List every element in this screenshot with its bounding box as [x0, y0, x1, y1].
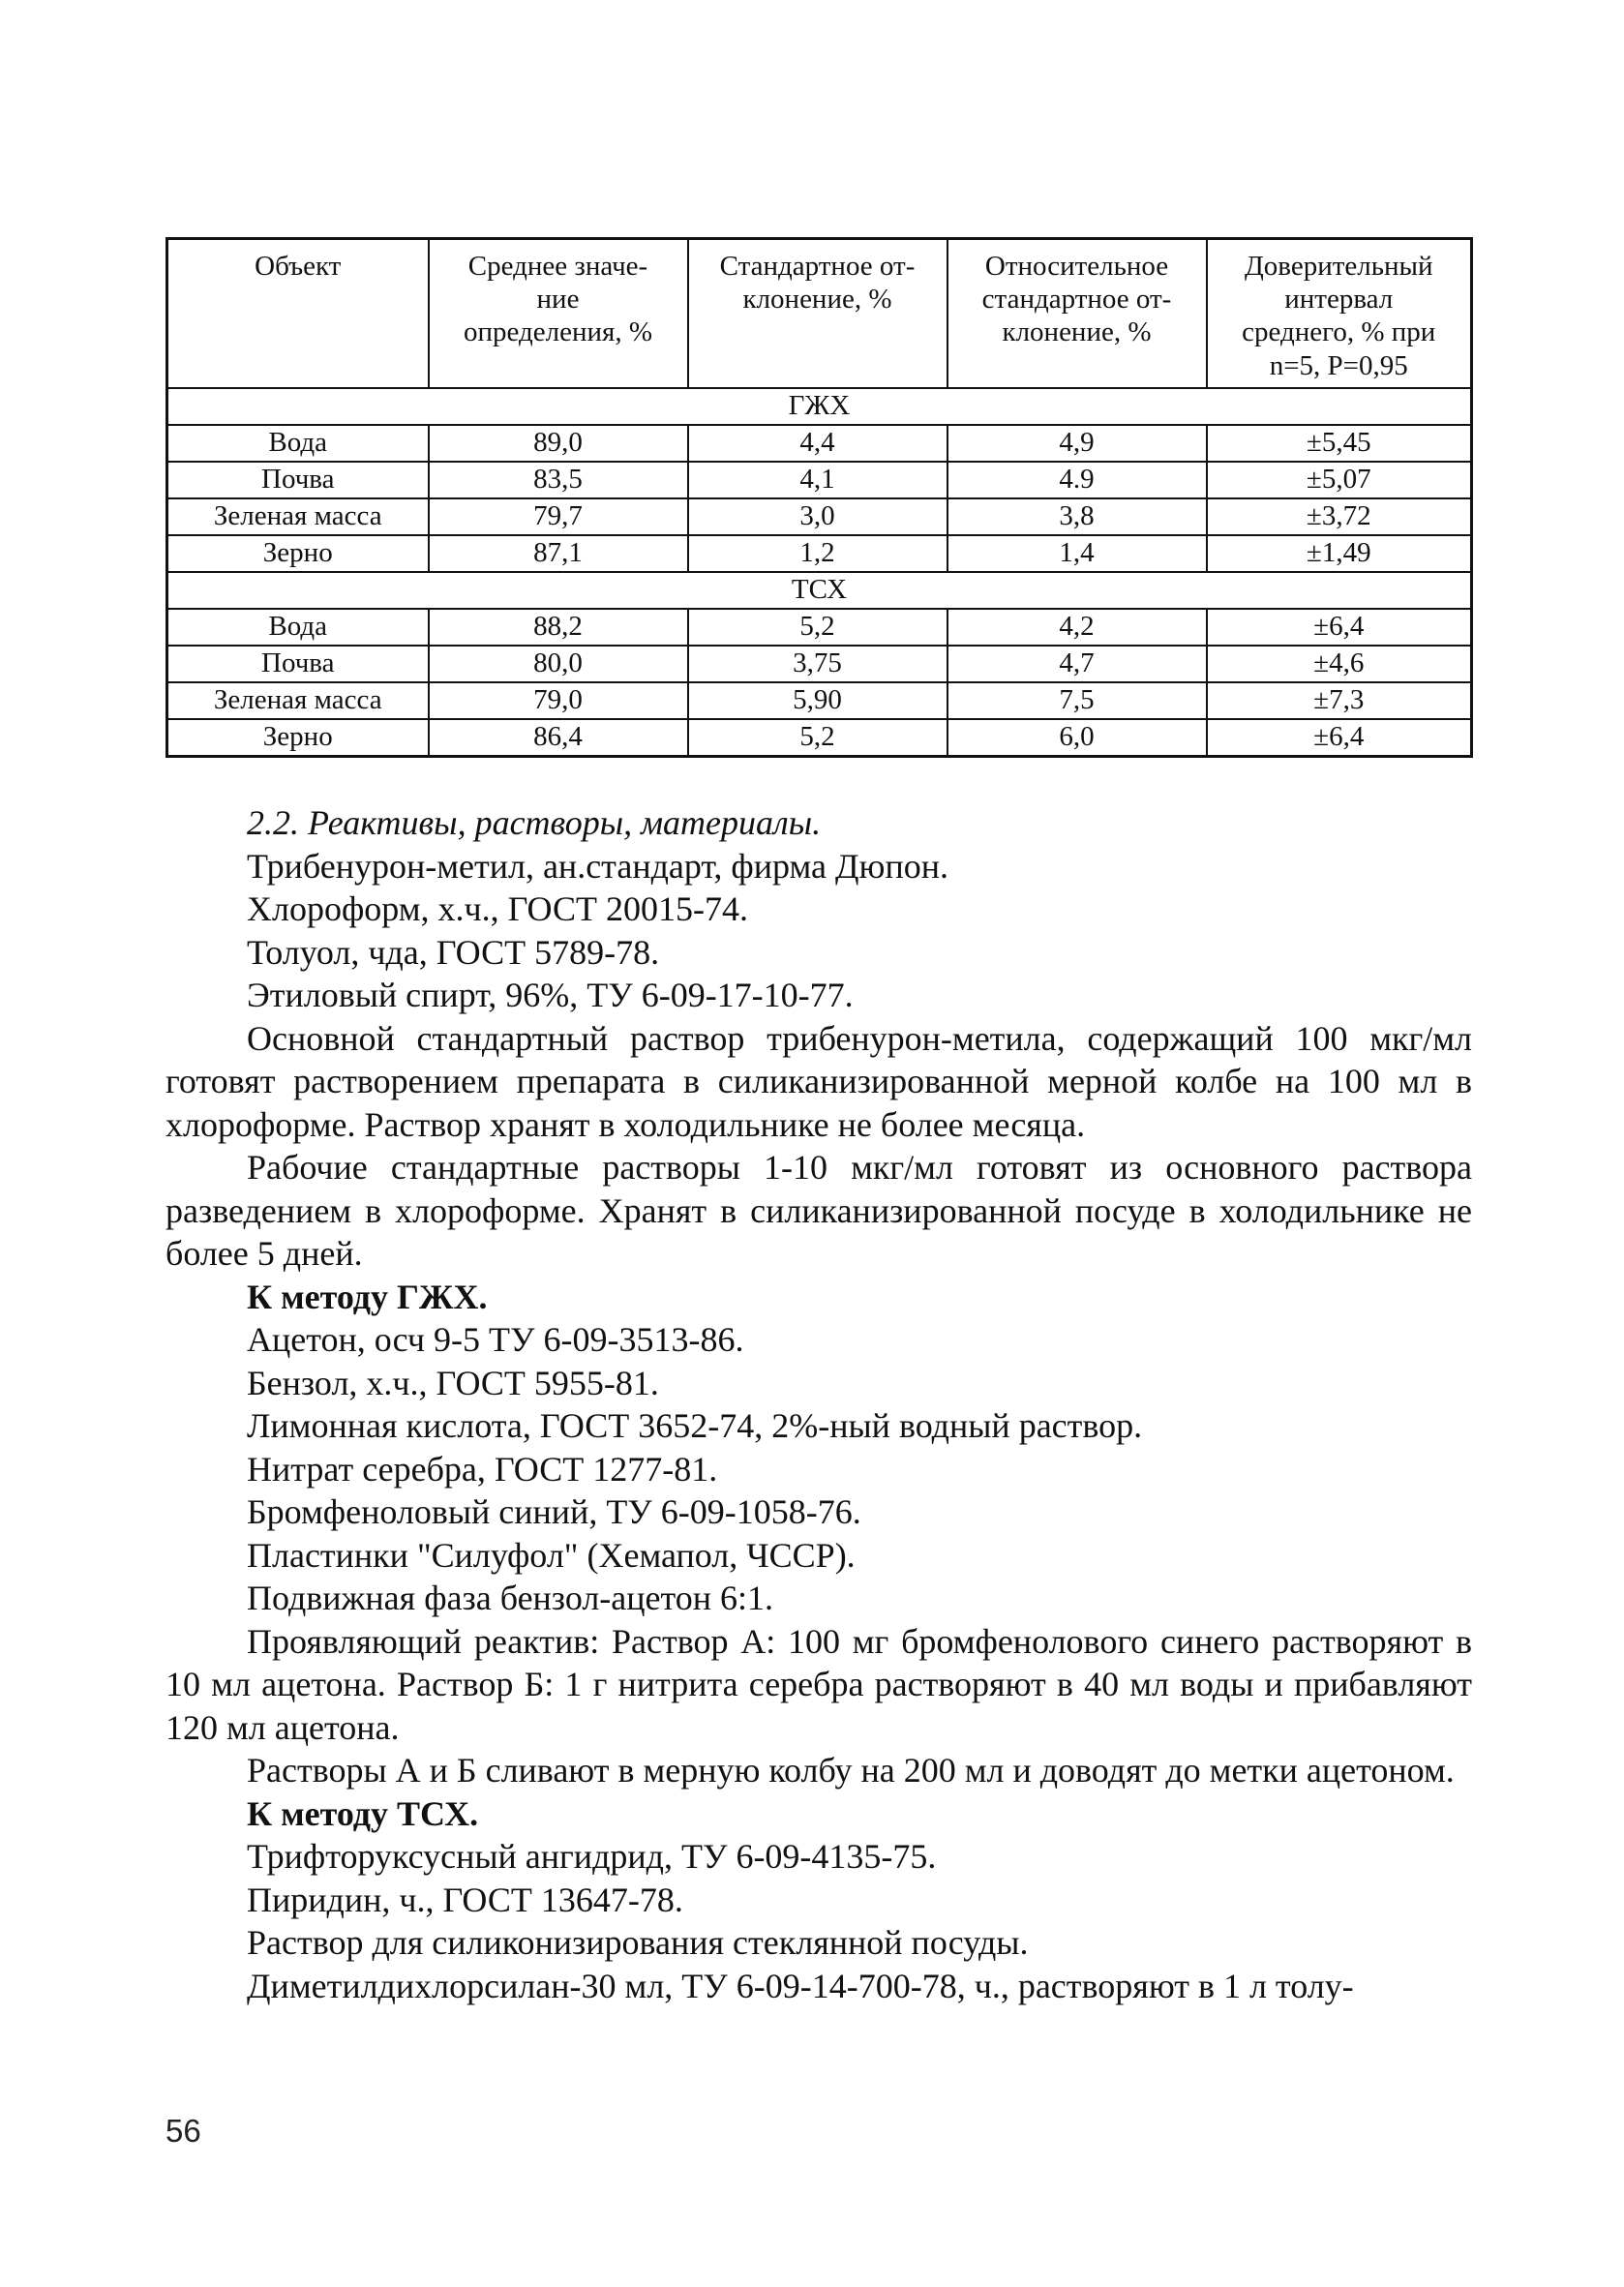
paragraph: Основной стандартный раствор трибенурон-метила, содержащий 100 мкг/мл готовят растворением препарата в силиканизированной мерной колбе на 100 мл в хлороформе. Раствор хранят в холодильнике не более месяца. — [165, 1018, 1472, 1144]
cell-std-deviation: 5,90 — [688, 682, 947, 719]
cell-confidence-interval: ±6,4 — [1207, 719, 1472, 757]
header-std-deviation — [688, 239, 947, 389]
header-line: n=5, P=0,95 — [1269, 349, 1408, 381]
table-row — [167, 462, 1472, 498]
cell-object: Зеленая масса — [167, 682, 429, 719]
header-line: Объект — [255, 251, 342, 282]
cell-confidence-interval: ±7,3 — [1207, 682, 1472, 719]
cell-std-deviation: 4,1 — [688, 462, 947, 498]
cell-mean: 89,0 — [429, 425, 688, 462]
paragraph: Бензол, х.ч., ГОСТ 5955-81. — [247, 1363, 659, 1402]
paragraph: Растворы А и Б сливают в мерную колбу на 200 мл и доводят до метки ацетоном. — [247, 1751, 1455, 1790]
cell-object: Почва — [167, 462, 429, 498]
header-line: клонение, % — [742, 284, 892, 316]
header-line: Относительное — [984, 251, 1169, 282]
paragraph: Проявляющий реактив: Раствор А: 100 мг бромфенолового синего растворяют в 10 мл ацетона. Раствор Б: 1 г нитрита серебра растворяют в 40 мл воды и прибавляют 120 мл ацетона. — [165, 1621, 1472, 1747]
section-title: ТСХ — [167, 572, 1472, 609]
paragraph: Ацетон, осч 9-5 ТУ 6-09-3513-86. — [247, 1320, 744, 1359]
table-row — [167, 682, 1472, 719]
paragraph: Этиловый спирт, 96%, ТУ 6-09-17-10-77. — [247, 976, 854, 1014]
section-heading: 2.2. Реактивы, растворы, материалы. — [247, 803, 822, 842]
table-row — [167, 498, 1472, 535]
cell-object: Вода — [167, 425, 429, 462]
table-row — [167, 425, 1472, 462]
paragraph: Диметилдихлорсилан-30 мл, ТУ 6-09-14-700-78, ч., растворяют в 1 л толу- — [247, 1966, 1354, 2005]
cell-confidence-interval: ±5,07 — [1207, 462, 1472, 498]
header-line: Доверительный — [1245, 251, 1433, 282]
cell-std-deviation: 5,2 — [688, 609, 947, 646]
cell-std-deviation: 3,75 — [688, 646, 947, 682]
cell-confidence-interval: ±4,6 — [1207, 646, 1472, 682]
results-table-container — [165, 237, 1470, 758]
section-title: ГЖХ — [167, 388, 1472, 425]
header-confidence-interval — [1207, 239, 1472, 389]
paragraph: Лимонная кислота, ГОСТ 3652-74, 2%-ный водный раствор. — [247, 1406, 1143, 1445]
section-row — [167, 388, 1472, 425]
table-row — [167, 719, 1472, 757]
cell-std-deviation: 5,2 — [688, 719, 947, 757]
table-body — [167, 388, 1472, 757]
table-row — [167, 535, 1472, 572]
cell-mean: 86,4 — [429, 719, 688, 757]
cell-object: Почва — [167, 646, 429, 682]
header-line: Стандартное от- — [719, 251, 916, 282]
header-mean — [429, 239, 688, 389]
header-line: ние — [536, 284, 580, 316]
page-number: 56 — [165, 2113, 201, 2149]
paragraph: Подвижная фаза бензол-ацетон 6:1. — [247, 1579, 774, 1617]
cell-mean: 79,7 — [429, 498, 688, 535]
cell-mean: 83,5 — [429, 462, 688, 498]
paragraph: Трифторуксусный ангидрид, ТУ 6-09-4135-75. — [247, 1837, 937, 1876]
cell-relative-std-deviation: 1,4 — [947, 535, 1207, 572]
paragraph: Хлороформ, х.ч., ГОСТ 20015-74. — [247, 889, 748, 928]
header-line: среднего, % при — [1242, 316, 1436, 348]
cell-confidence-interval: ±6,4 — [1207, 609, 1472, 646]
cell-relative-std-deviation: 7,5 — [947, 682, 1207, 719]
header-line: определения, % — [463, 316, 652, 348]
cell-mean: 87,1 — [429, 535, 688, 572]
cell-relative-std-deviation: 4.9 — [947, 462, 1207, 498]
cell-confidence-interval: ±3,72 — [1207, 498, 1472, 535]
paragraph: Бромфеноловый синий, ТУ 6-09-1058-76. — [247, 1492, 861, 1531]
header-line: стандартное от- — [981, 284, 1172, 316]
cell-mean: 88,2 — [429, 609, 688, 646]
method-heading: К методу ГЖХ. — [247, 1277, 488, 1316]
cell-object: Зеленая масса — [167, 498, 429, 535]
paragraph: Пиридин, ч., ГОСТ 13647-78. — [247, 1880, 683, 1919]
header-relative-std-deviation — [947, 239, 1207, 389]
cell-object: Зерно — [167, 535, 429, 572]
header-line: интервал — [1284, 284, 1394, 316]
table-row — [167, 646, 1472, 682]
cell-relative-std-deviation: 4,7 — [947, 646, 1207, 682]
paragraph: Раствор для силиконизирования стеклянной посуды. — [247, 1923, 1029, 1962]
cell-relative-std-deviation: 3,8 — [947, 498, 1207, 535]
cell-std-deviation: 4,4 — [688, 425, 947, 462]
section-row — [167, 572, 1472, 609]
paragraph: Пластинки "Силуфол" (Хемапол, ЧССР). — [247, 1535, 856, 1575]
paragraph: Рабочие стандартные растворы 1-10 мкг/мл готовят из основного раствора разведением в хлороформе. Хранят в силиканизированной посуде в холодильнике не более 5 дней. — [165, 1148, 1472, 1273]
paragraph: Толуол, чда, ГОСТ 5789-78. — [247, 932, 660, 972]
cell-confidence-interval: ±1,49 — [1207, 535, 1472, 572]
table-header-row — [167, 239, 1472, 389]
cell-object: Зерно — [167, 719, 429, 757]
header-line: Среднее значе- — [467, 251, 648, 282]
paragraph: Трибенурон-метил, ан.стандарт, фирма Дюпон. — [247, 846, 948, 886]
cell-relative-std-deviation: 6,0 — [947, 719, 1207, 757]
cell-std-deviation: 1,2 — [688, 535, 947, 572]
cell-relative-std-deviation: 4,9 — [947, 425, 1207, 462]
cell-mean: 79,0 — [429, 682, 688, 719]
cell-object: Вода — [167, 609, 429, 646]
header-object — [167, 239, 429, 389]
cell-relative-std-deviation: 4,2 — [947, 609, 1207, 646]
paragraph: Нитрат серебра, ГОСТ 1277-81. — [247, 1449, 718, 1489]
table-row — [167, 609, 1472, 646]
cell-confidence-interval: ±5,45 — [1207, 425, 1472, 462]
method-heading: К методу ТСХ. — [247, 1793, 479, 1833]
header-line: клонение, % — [1002, 316, 1152, 348]
cell-mean: 80,0 — [429, 646, 688, 682]
results-table — [165, 237, 1473, 758]
body-text — [165, 801, 1472, 2007]
cell-std-deviation: 3,0 — [688, 498, 947, 535]
